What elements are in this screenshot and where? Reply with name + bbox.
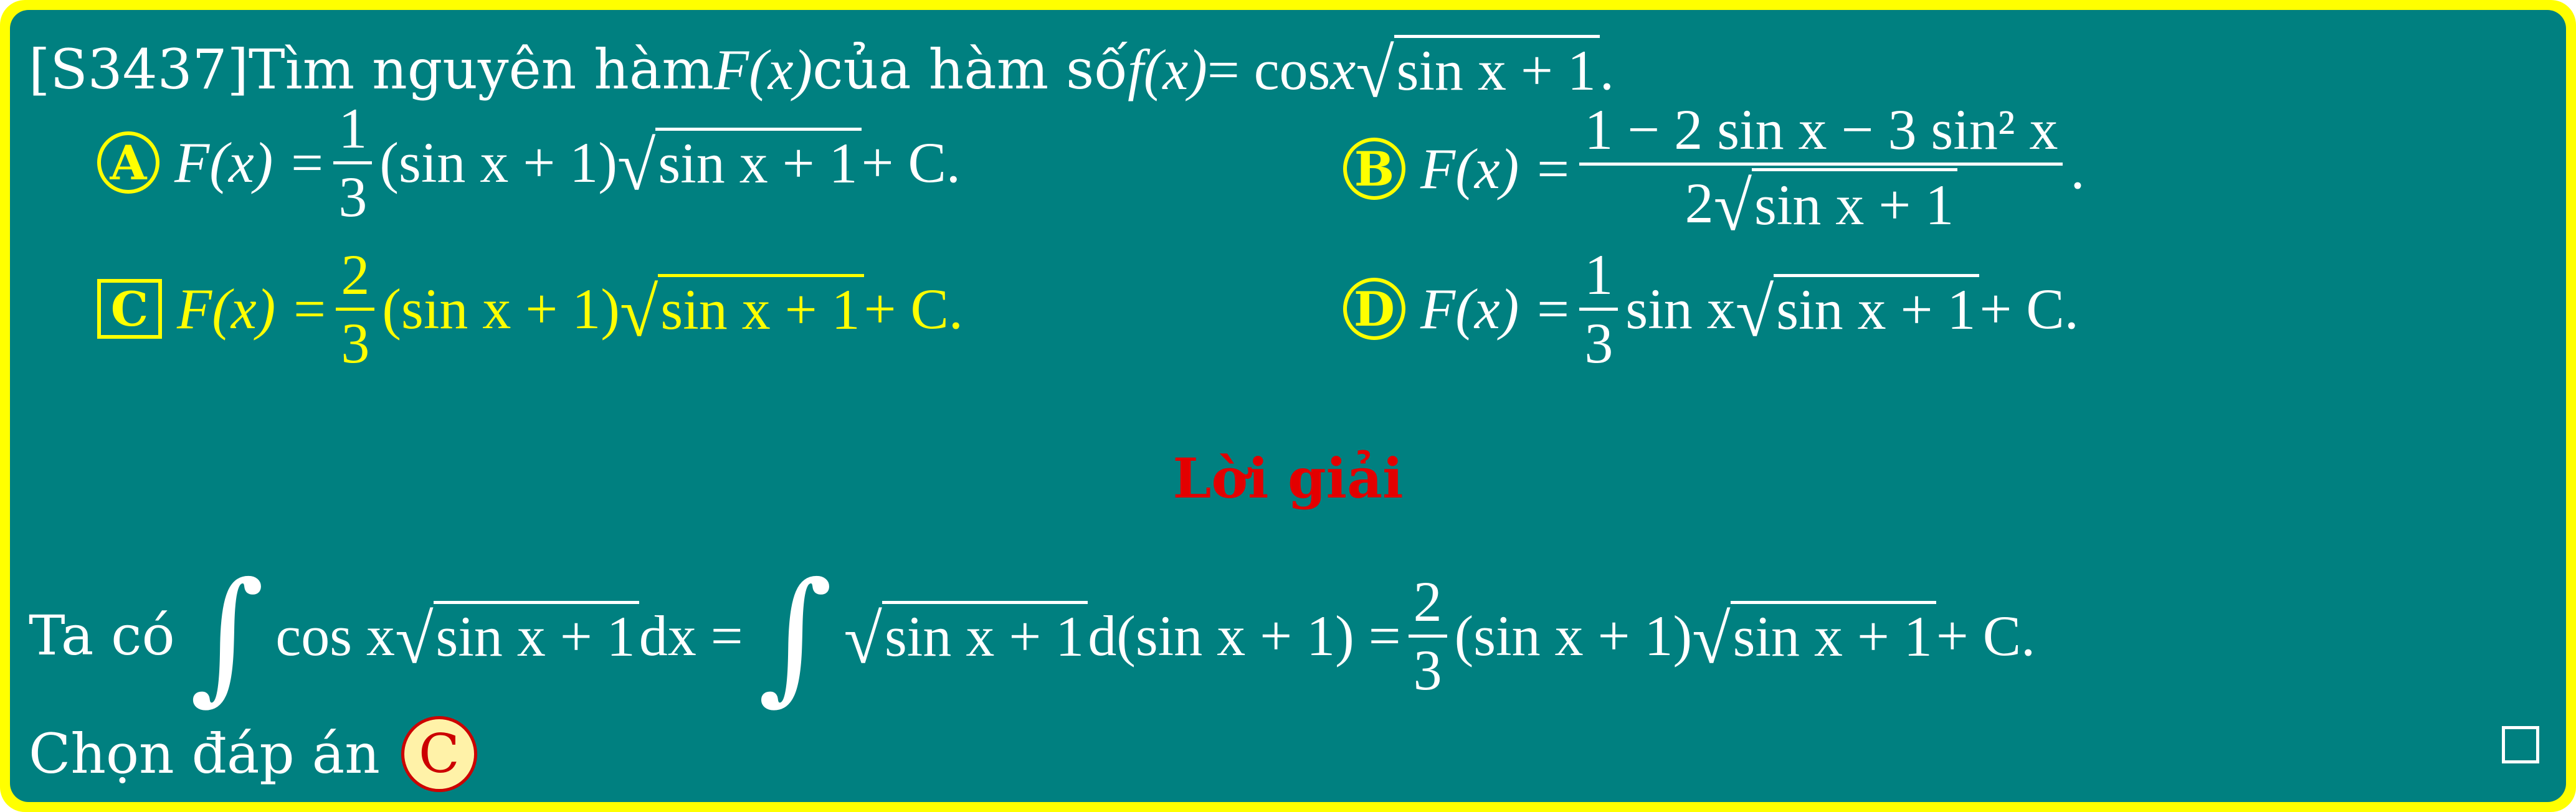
option-b-lhs: F(x) = — [1420, 137, 1572, 201]
option-d-sqrt: √ sin x + 1 — [1736, 274, 1980, 344]
question-Fx: F(x) — [713, 38, 813, 102]
choose-answer-row — [29, 714, 477, 795]
solution-title: Lời giải — [1172, 446, 1404, 511]
question-end: . — [1599, 38, 1614, 102]
chosen-answer-badge: C — [401, 716, 477, 792]
option-d-fraction: 1 3 — [1579, 245, 1618, 373]
integral-symbol-1: ∫ — [189, 552, 265, 719]
solution-result-sqrt: √ sin x + 1 — [1692, 601, 1936, 671]
option-a-fraction: 1 3 — [333, 98, 372, 227]
option-b-fraction: 1 − 2 sin x − 3 sin² x 2 √ sin x + 1 — [1579, 100, 2063, 238]
option-b-label: B — [1343, 138, 1405, 200]
option-b-den-coef: 2 — [1685, 171, 1714, 235]
option-d-lhs: F(x) = — [1420, 277, 1572, 341]
solution-int2-sqrt: √ sin x + 1 — [844, 601, 1088, 671]
solution-equation — [29, 552, 2036, 719]
option-a-label: A — [97, 131, 159, 194]
integral-symbol-2: ∫ — [758, 552, 833, 719]
option-d-tail: + C. — [1979, 277, 2079, 341]
solution-int1-sqrt: √ sin x + 1 — [395, 601, 639, 671]
option-c-tail: + C. — [863, 277, 963, 341]
solution-int2-d: d(sin x + 1) = — [1088, 604, 1401, 668]
question-id: [S3437] — [29, 37, 249, 102]
question-x: x — [1330, 38, 1356, 102]
solution-result-fraction: 2 3 — [1409, 572, 1447, 700]
question-sqrt: √ sin x + 1 — [1356, 35, 1600, 105]
option-c-mid: (sin x + 1) — [382, 277, 620, 341]
option-d-label: D — [1343, 278, 1405, 340]
option-d[interactable] — [1343, 242, 2079, 375]
question-eq: = cos — [1207, 38, 1331, 102]
option-c[interactable] — [97, 242, 963, 375]
option-b-den-sqrt: √ sin x + 1 — [1714, 168, 1958, 238]
option-a-lhs: F(x) = — [174, 131, 326, 194]
question-line — [29, 35, 1614, 112]
option-a-tail: + C. — [861, 131, 961, 194]
solution-int1-pre: cos x — [275, 604, 396, 668]
solution-result-mid: (sin x + 1) — [1454, 604, 1693, 668]
choose-answer-text: Chọn đáp án — [29, 722, 380, 786]
option-c-lhs: F(x) = — [177, 277, 329, 341]
solution-intro: Ta có — [29, 603, 175, 668]
question-of-fn: của hàm số — [812, 37, 1128, 102]
option-b[interactable] — [1343, 97, 2085, 245]
solution-result-tail: + C. — [1936, 604, 2036, 668]
question-prompt: Tìm nguyên hàm — [248, 37, 714, 102]
option-a[interactable] — [97, 96, 961, 229]
question-fx: f(x) — [1128, 38, 1207, 102]
solution-int1-d: dx = — [639, 604, 743, 668]
solution-title-row — [10, 446, 2566, 511]
problem-panel — [10, 10, 2566, 802]
option-a-mid: (sin x + 1) — [379, 131, 617, 194]
option-c-label: C — [97, 279, 162, 339]
option-c-fraction: 2 3 — [336, 245, 374, 373]
option-d-mid: sin x — [1625, 277, 1736, 341]
option-b-tail: . — [2070, 137, 2085, 201]
option-c-sqrt: √ sin x + 1 — [620, 274, 864, 344]
option-a-sqrt: √ sin x + 1 — [617, 128, 862, 197]
qed-square-icon — [2502, 726, 2539, 763]
